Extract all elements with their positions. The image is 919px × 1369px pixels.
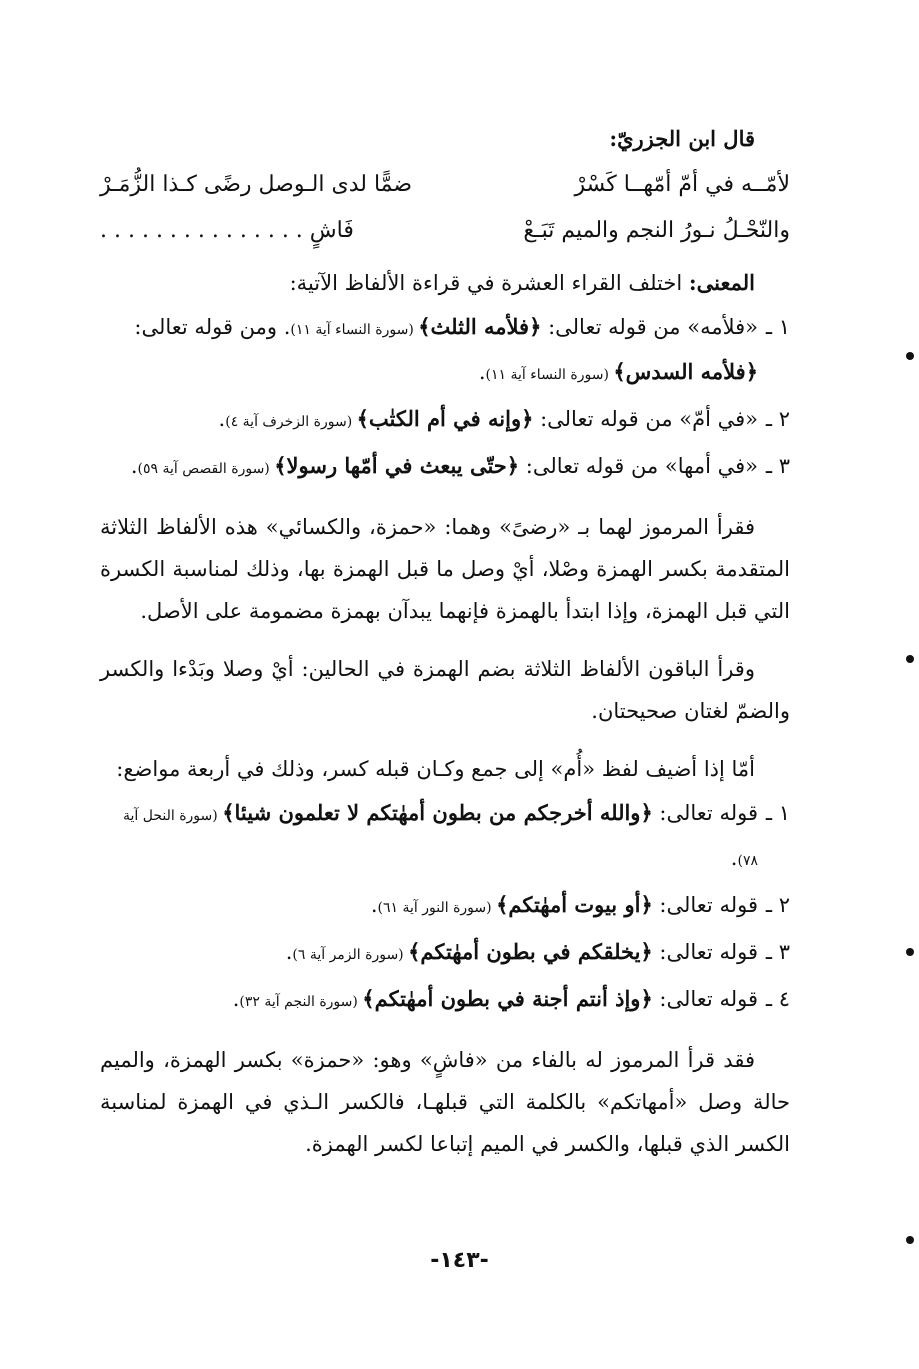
item-lead: «في أمها» من قوله تعالى:: [519, 454, 758, 478]
surah-reference: (سورة القصص آية ٥٩): [137, 461, 275, 477]
spacer: [100, 490, 790, 506]
ayah-quote: ﴿والله أخرجكم من بطون أمهٰتكم لا تعلمون شيئا﴾: [222, 800, 653, 825]
surah-reference: (سورة الزخرف آية ٤): [225, 414, 357, 430]
ayah-quote: ﴿حتّى يبعث في أمّها رسولا﴾: [274, 453, 520, 478]
list-item: [100, 445, 790, 490]
item-text: [100, 306, 758, 396]
surah-reference: (سورة النور آية ٦١): [377, 900, 497, 916]
ayah-quote: ﴿فلأمه الثلث﴾: [418, 314, 542, 339]
item-lead: «فلأمه» من قوله تعالى:: [541, 315, 758, 339]
margin-bullet: [906, 655, 914, 663]
surah-reference: (سورة النساء آية ١١): [290, 322, 419, 338]
variants-list: [100, 306, 790, 490]
item-lead: قوله تعالى:: [652, 940, 758, 964]
list-item: [100, 792, 790, 882]
item-end: .: [285, 940, 293, 964]
list-item: [100, 398, 790, 443]
surah-reference: (سورة الزمر آية ٦): [292, 947, 409, 963]
ayah-quote: ﴿وإذ أنتم أجنة في بطون أمهٰتكم﴾: [362, 986, 653, 1011]
surah-reference: (سورة النجم آية ٣٢): [239, 994, 363, 1010]
item-number: ١ ـ: [765, 315, 790, 339]
item-number: ٤ ـ: [765, 987, 790, 1011]
item-end: .: [232, 987, 240, 1011]
ayah-quote: ﴿فلأمه السدس﴾: [613, 359, 758, 384]
list-item: [100, 931, 790, 976]
verse-1-first-hemistich: لأمّــه في أمّ أمّهــا كَسْرْ: [574, 172, 790, 197]
occurrences-list: [100, 792, 790, 1023]
meaning-text: اختلف القراء العشرة في قراءة الألفاظ الآتية:: [289, 271, 689, 295]
item-number: ٢ ـ: [765, 893, 790, 917]
item-lead: قوله تعالى:: [652, 987, 758, 1011]
item-number: ٢ ـ: [765, 407, 790, 431]
verse-line-2: [100, 208, 790, 254]
page-body: [100, 118, 790, 1165]
verse-2-second-hemistich: فَاشٍ . . . . . . . . . . . . . . .: [100, 218, 354, 243]
verse-2-first-hemistich: والنّحْـلُ نـورُ النجم والميم تَبَـعْ: [523, 218, 790, 243]
item-end: .: [478, 360, 486, 384]
surah-reference: (سورة النساء آية ١١): [485, 367, 614, 383]
meaning-label: المعنى:: [688, 270, 755, 295]
item-lead: قوله تعالى:: [652, 893, 758, 917]
item-connector: . ومن قوله تعالى:: [134, 315, 291, 339]
item-text: [100, 398, 758, 443]
surah-reference: (سورة النحل آية ٧٨): [123, 808, 758, 869]
margin-bullet: [906, 1236, 914, 1244]
item-end: .: [370, 893, 378, 917]
item-text: [100, 445, 758, 490]
list-item: [100, 978, 790, 1023]
spacer: [100, 632, 790, 648]
poem-heading: قال ابن الجزريّ:: [609, 126, 755, 151]
spacer: [100, 1023, 790, 1039]
ayah-quote: ﴿وإنه في أم الكتٰب﴾: [356, 406, 534, 431]
page-number: -١٤٣-: [430, 1248, 489, 1273]
margin-bullet: [906, 948, 914, 956]
paragraph-fash-reading: فقد قرأ المرموز له بالفاء من «فاشٍ» وهو: «حمزة» بكسر الهمزة، والميم حالة وصل «أمهاتكم» بالكلمة التي قبلهـا، فالكسر الـذي في الهمزة لمناسبة الكسر الذي قبلها، والكسر في الميم إتباعا لكسر الهمزة.: [100, 1048, 790, 1156]
paragraph-damm-reading: وقرأ الباقون الألفاظ الثلاثة بضم الهمزة في الحالين: أيْ وصلا وبَدْءا والكسر والضمّ لغتان صحيحتان.: [100, 657, 790, 723]
spacer: [100, 732, 790, 748]
item-lead: «في أمّ» من قوله تعالى:: [533, 407, 758, 431]
verse-line-1: [100, 162, 790, 208]
item-lead: قوله تعالى:: [652, 801, 758, 825]
list-item: [100, 884, 790, 929]
item-text: [100, 792, 758, 882]
item-end: .: [130, 454, 138, 478]
item-number: ٣ ـ: [765, 940, 790, 964]
paragraph-kasr-reading: فقرأ المرموز لهما بـ «رضىً» وهما: «حمزة، والكسائي» هذه الألفاظ الثلاثة المتقدمة بكسر الهمزة وصْلا، أيْ وصل ما قبل الهمزة بها، وذلك لمناسبة الكسرة التي قبل الهمزة، وإذا ابتدأ بالهمزة فإنهما يبدآن بهمزة مضمومة على الأصل.: [100, 515, 790, 623]
item-text: [100, 931, 758, 976]
item-number: ٣ ـ: [765, 454, 790, 478]
item-text: [100, 978, 758, 1023]
verse-1-second-hemistich: ضمًّا لدى الـوصل رضًى كـذا الزُّمَـرْ: [100, 172, 413, 197]
list-item: [100, 306, 790, 396]
ayah-quote: ﴿أو بيوت أمهٰتكم﴾: [496, 892, 653, 917]
item-text: [100, 884, 758, 929]
margin-bullet: [906, 352, 914, 360]
item-end: .: [730, 846, 738, 870]
item-end: .: [218, 407, 226, 431]
meaning-intro: [100, 262, 790, 304]
paragraph-plural-intro: أمّا إذا أضيف لفظ «أُم» إلى جمع وكـان قبله كسر، وذلك في أربعة مواضع:: [116, 757, 755, 781]
ayah-quote: ﴿يخلقكم في بطون أمهٰتكم﴾: [408, 939, 653, 964]
item-number: ١ ـ: [765, 801, 790, 825]
